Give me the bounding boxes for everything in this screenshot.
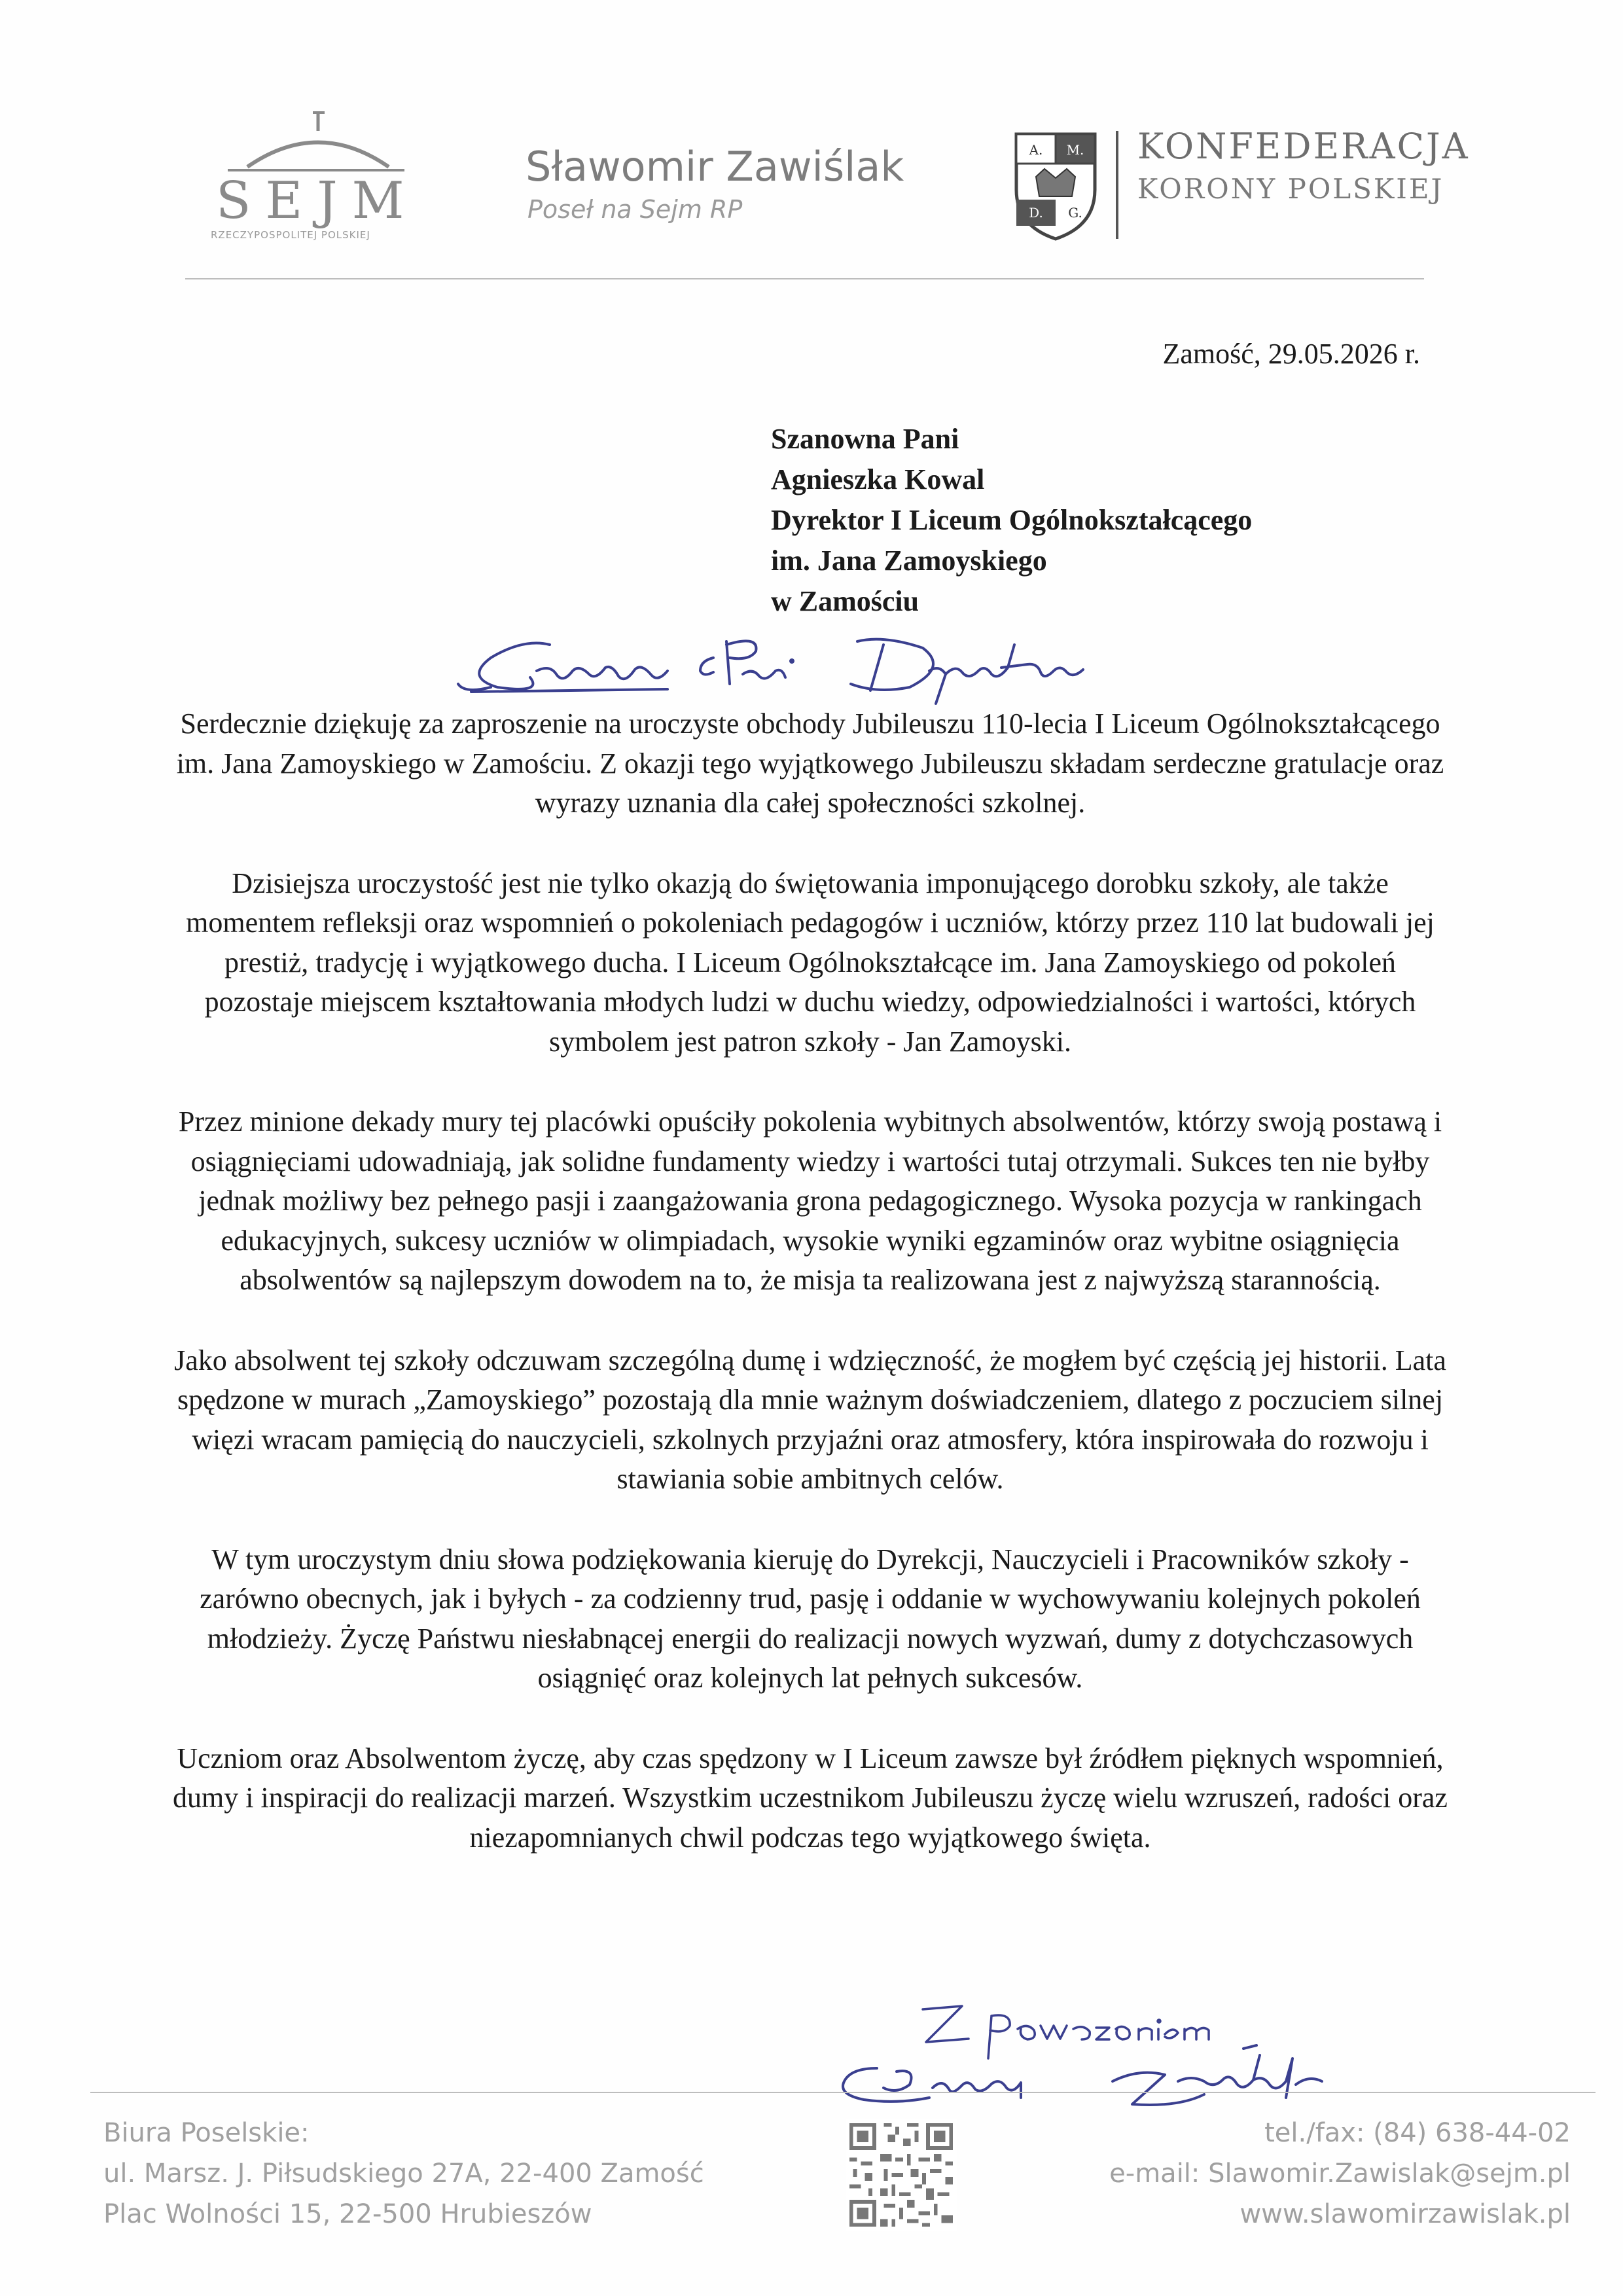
office-address-1: ul. Marsz. J. Piłsudskiego 27A, 22-400 Zamość <box>103 2159 704 2189</box>
header-rule <box>185 278 1424 279</box>
body-paragraph: Jako absolwent tej szkoły odczuwam szczególną dumę i wdzięczność, że mogłem być częścią jej historii. Lata spędzone w murach „Zamoyskiego” pozostają dla mnie ważnym doświadczeniem, dlatego z poczuciem silnej więzi wracam pamięcią do nauczycieli, szkolnych przyjaźni oraz atmosfery, która inspirowała do rozwoju i stawiania sobie ambitnych celów. <box>174 1344 1446 1495</box>
recipient-line: w Zamościu <box>771 585 919 617</box>
party-name-line2: KORONY POLSKIEJ <box>1137 173 1444 205</box>
body-paragraph: Przez minione dekady mury tej placówki opuściły pokolenia wybitnych absolwentów, którzy swoją postawą i osiągnięciami udowadniają, jak solidne fundamenty wiedzy i wartości tutaj otrzymali. Sukces ten nie byłby jednak możliwy bez pełnego pasji i zaangażowania grona pedagogicznego. Wysoka pozycja w rankingach edukacyjnych, sukcesy uczniów w olimpiadach, wysokie wyniki egzaminów oraz wybitne osiągnięcia absolwentów są najlepszym dowodem na to, że misja ta realizowana jest z najwyższą starannością. <box>178 1105 1442 1296</box>
contact-email[interactable]: e-mail: Slawomir.Zawislak@sejm.pl <box>1109 2159 1571 2189</box>
handwritten-salutation <box>452 632 1237 710</box>
sejm-logo-subtext: RZECZYPOSPOLITEJ POLSKIEJ <box>211 229 370 241</box>
recipient-line: Szanowna Pani <box>771 423 959 455</box>
footer-offices <box>103 2113 704 2234</box>
recipient-line: Dyrektor I Liceum Ogólnokształcącego <box>771 504 1253 536</box>
crown-shield-icon <box>1013 131 1098 242</box>
contact-phone: tel./fax: (84) 638-44-02 <box>1264 2118 1571 2148</box>
letter-date: Zamość, 29.05.2026 r. <box>1162 338 1420 370</box>
svg-text:G.: G. <box>1068 205 1082 221</box>
recipient-line: im. Jana Zamoyskiego <box>771 545 1047 577</box>
body-paragraph: Serdecznie dziękuję za zaproszenie na uroczyste obchody Jubileuszu 110-lecia I Liceum Ogólnokształcącego im. Jana Zamoyskiego w Zamościu. Z okazji tego wyjątkowego Jubileuszu składam serdeczne gratulacje oraz wyrazy uznania dla całej społeczności szkolnej. <box>176 708 1444 819</box>
svg-text:M.: M. <box>1066 142 1084 158</box>
svg-text:A.: A. <box>1029 142 1043 158</box>
header-divider <box>1116 131 1118 239</box>
footer-rule <box>90 2092 1596 2093</box>
letter-body <box>169 704 1452 1898</box>
body-paragraph: Dzisiejsza uroczystość jest nie tylko okazją do świętowania imponującego dorobku szkoły, ale także momentem refleksji oraz wspomnień o pokoleniach pedagogów i uczniów, którzy przez 110 lat budowali jej prestiż, tradycję i wyjątkowego ducha. I Liceum Ogólnokształcące im. Jana Zamoyskiego od pokoleń pozostaje miejscem kształtowania młodych ludzi w duchu wiedzy, odpowiedzialności i wartości, których symbolem jest patron szkoły - Jan Zamoyski. <box>186 867 1435 1058</box>
body-paragraph: W tym uroczystym dniu słowa podziękowania kieruję do Dyrekcji, Nauczycieli i Pracowników szkoły - zarówno obecnych, jak i byłych - za codzienny trud, pasję i oddanie w wychowywaniu kolejnych pokoleń młodzieży. Życzę Państwu niesłabnącej energii do realizacji nowych wyzwań, dumy z dotychczasowych osiągnięć oraz kolejnych lat pełnych sukcesów. <box>200 1543 1421 1694</box>
sejm-logo-text: SEJM <box>216 171 419 230</box>
mp-name: Sławomir Zawiślak <box>526 143 904 190</box>
party-shield-logo <box>1013 131 1098 242</box>
svg-text:D.: D. <box>1029 205 1043 221</box>
contact-website[interactable]: www.slawomirzawislak.pl <box>1240 2199 1571 2229</box>
offices-label: Biura Poselskie: <box>103 2118 310 2148</box>
party-name-line1: KONFEDERACJA <box>1137 126 1470 167</box>
footer-contact <box>982 2113 1571 2234</box>
recipient-line: Agnieszka Kowal <box>771 463 985 495</box>
mp-role: Poseł na Sejm RP <box>527 195 743 224</box>
body-paragraph: Uczniom oraz Absolwentom życzę, aby czas spędzony w I Liceum zawsze był źródłem pięknych wspomnień, dumy i inspiracji do realizacji marzeń. Wszystkim uczestnikom Jubileuszu życzę wielu wzruszeń, radości oraz niezapomnianych chwil podczas tego wyjątkowego święta. <box>173 1742 1448 1854</box>
office-address-2: Plac Wolności 15, 22-500 Hrubieszów <box>103 2199 592 2229</box>
qr-code <box>846 2119 957 2231</box>
recipient-block <box>771 419 1252 622</box>
